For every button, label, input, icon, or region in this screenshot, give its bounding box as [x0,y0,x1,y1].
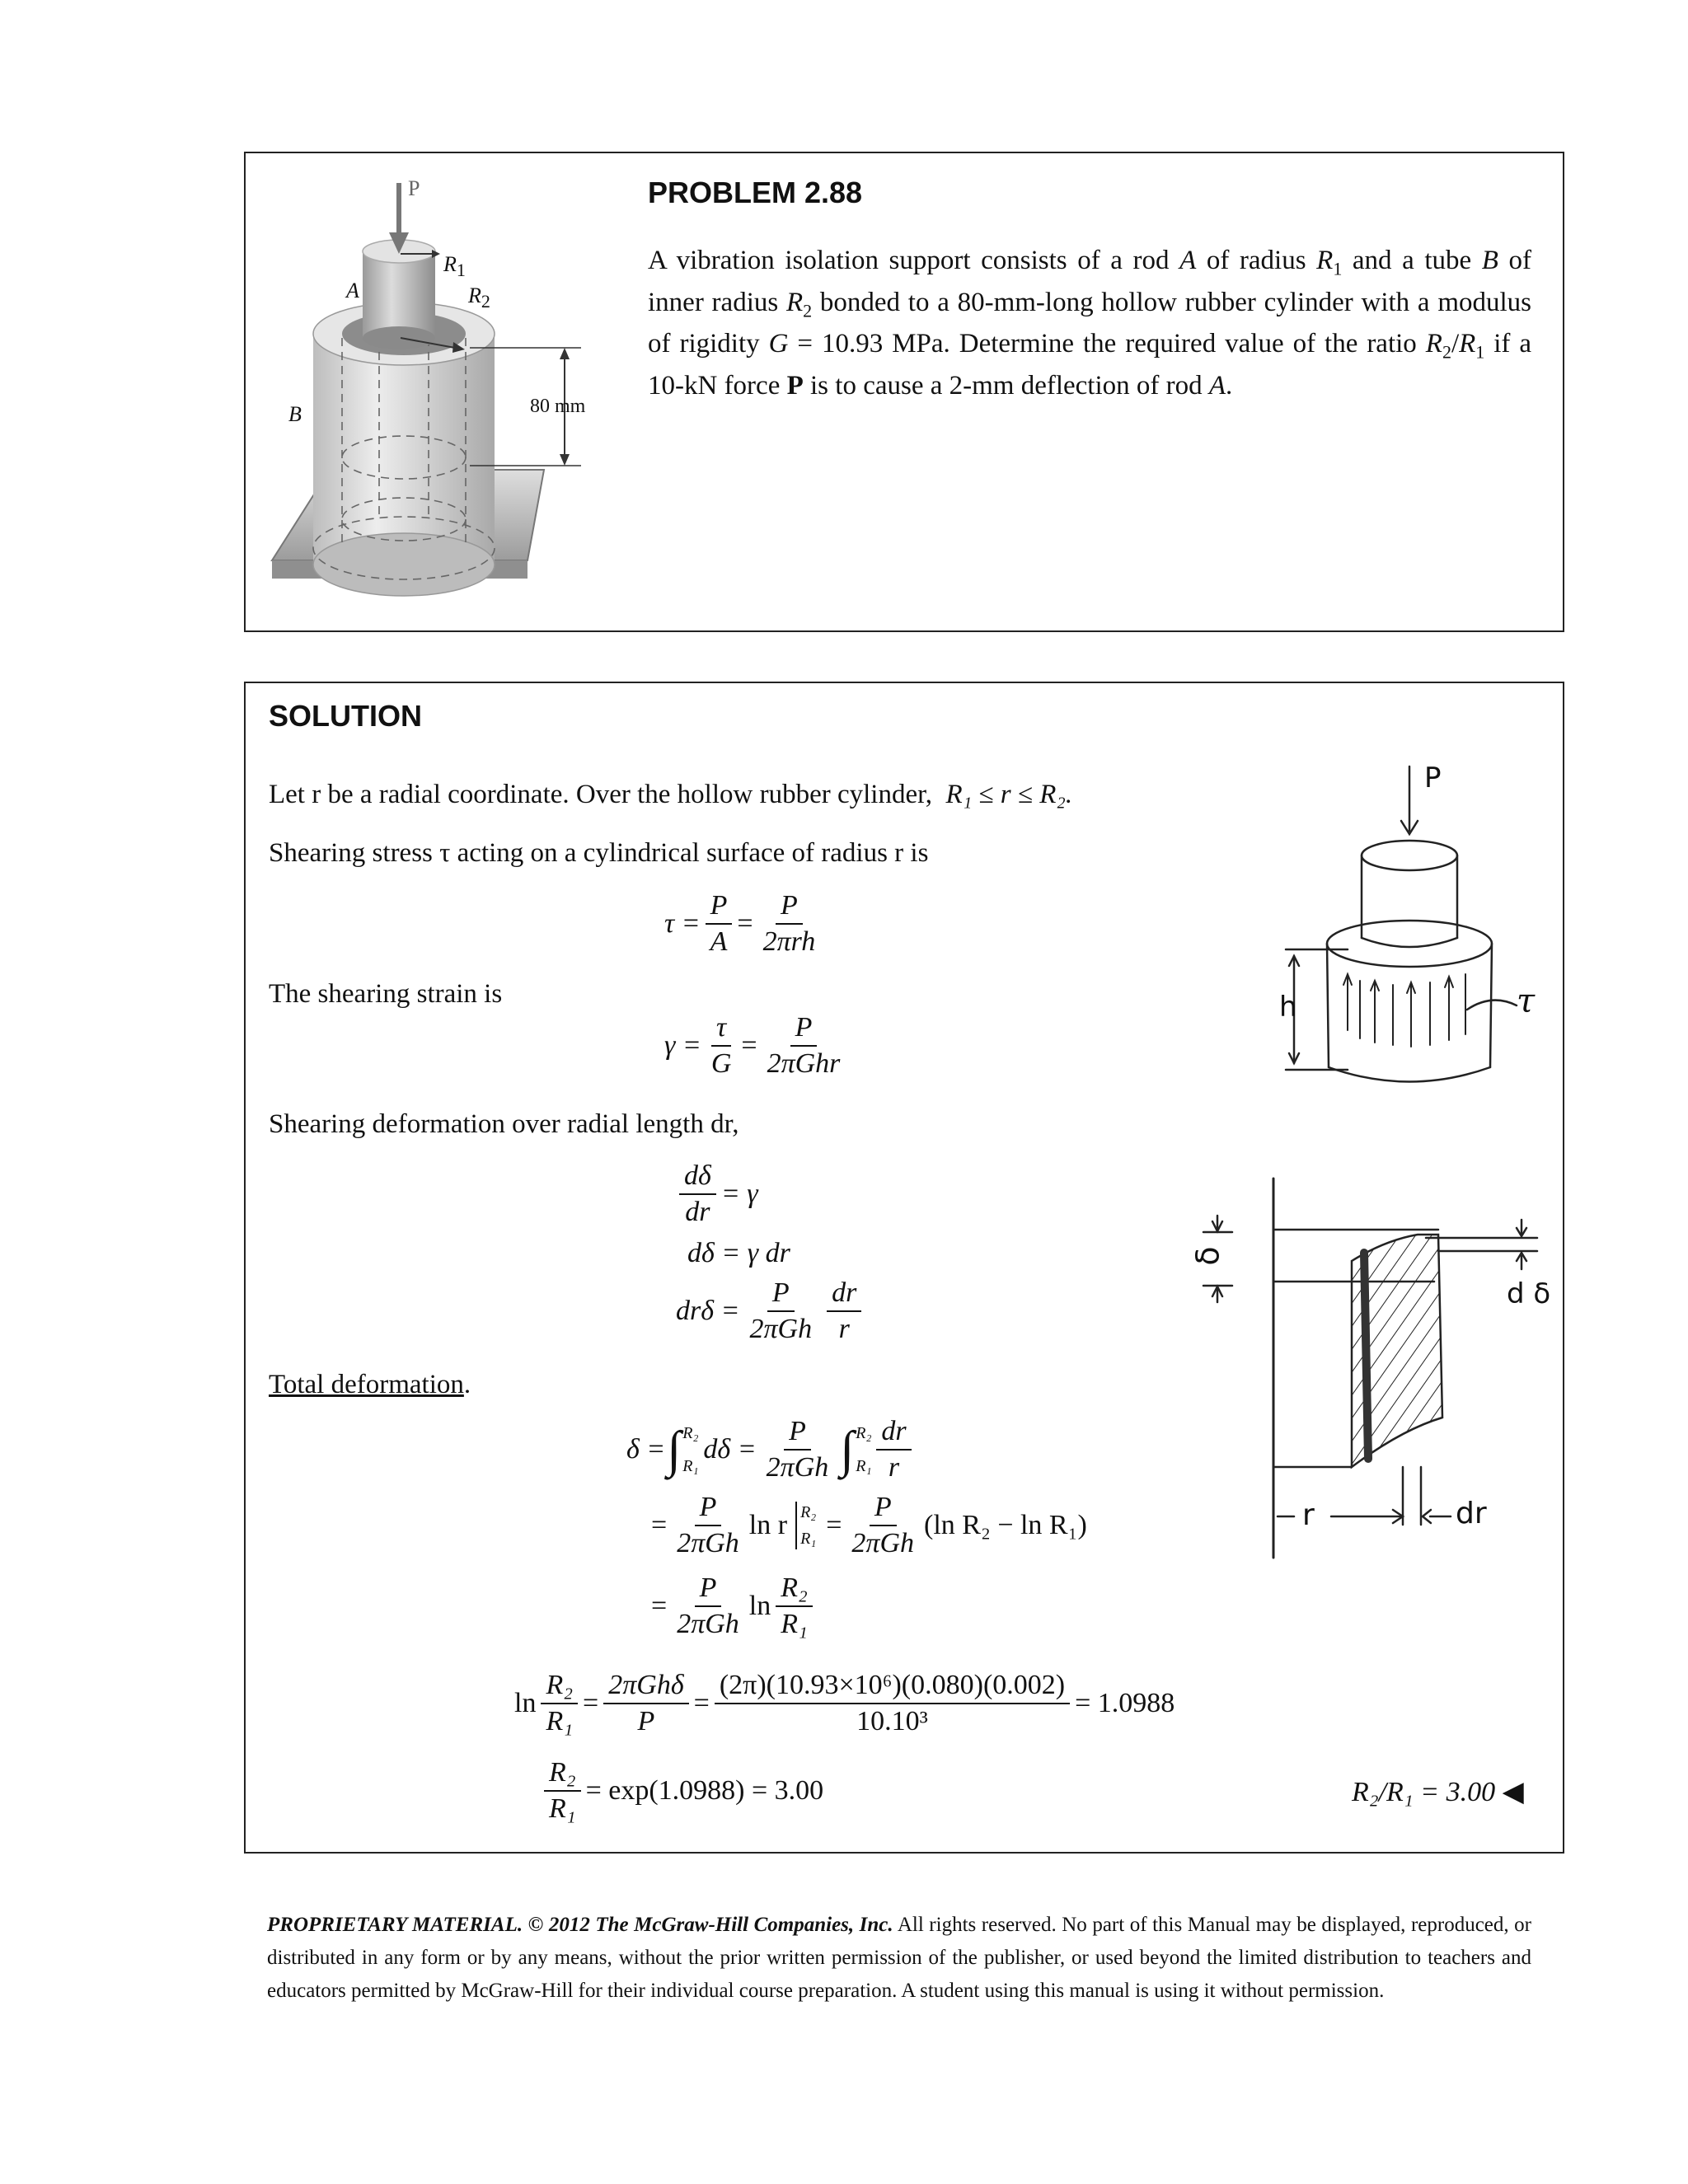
solution-line-strain: The shearing strain is [269,979,503,1009]
figure-dimension-80mm: 80 mm [530,396,586,417]
solution-title: SOLUTION [269,699,422,733]
integral-sign-2: ∫ [840,1422,855,1478]
sketch-label-r: r [1302,1498,1315,1532]
solution-line-total: Total deformation. [269,1370,471,1399]
equation-ln-r: = $\frac{P}{\text{2πGh}}$ ln r R₂ R₁ = $\frac{P}{\text{2πGh}}$ (ln R₂ − ln R₁) [651,1492,1087,1558]
support-illustration [264,173,626,610]
sketch-label-ddelta: d δ [1507,1277,1551,1310]
solution-line-deformation: Shearing deformation over radial length dr, [269,1109,739,1139]
equation-dr-delta: drδ = $\frac{P}{\text{2πGh}}$ $\frac{dr}{r}$ [676,1277,866,1345]
sketch-label-h: h [1279,991,1297,1024]
solution-line-stress: Shearing stress τ acting on a cylindrical surface of radius r is [269,838,929,868]
integral-sign: ∫ [667,1422,682,1478]
problem-title: PROBLEM 2.88 [648,176,863,209]
problem-statement: A vibration isolation support consists of a rod A of radius $R_1$ and a tube B of inner radius $R_2$ bonded to a 80-mm-long hollow rubber cylinder with a modulus of rigidity G = 10.93 MPa. Determine the required value of the ratio $R_2/R_1$ if a 10-kN force P is to cause a 2-mm deflection of rod A. [648,246,1532,401]
sketch-shear-cylinder [1269,758,1550,1104]
sketch-label-tau: τ [1517,982,1536,1020]
equation-integral-delta: δ = ∫ R₂ R₁ dδ = $\frac{P}{\text{2πGh}}$ ∫ R₂ R₁ $\frac{dr}{r}$ [626,1416,917,1483]
sketch-label-delta: δ [1189,1246,1226,1266]
final-answer: R₂/R₁ = 3.00 ◀ [1352,1777,1524,1807]
equation-exp: $\frac{\text{R₂}}{\text{R₁}}$ = exp(1.0988) = 3.00 [539,1757,823,1825]
shear-sketch-svg [1269,758,1550,1104]
problem-figure [264,173,626,610]
sketch-deformation-element [1187,1170,1558,1566]
figure-label-a: A [346,279,359,302]
equation-ddelta-gamma-dr: dδ = γ dr [687,1238,790,1268]
sketch-label-p: P [1424,762,1442,794]
sketch-label-dr: dr [1456,1497,1487,1530]
copyright-footer: PROPRIETARY MATERIAL. © 2012 The McGraw-Hill Companies, Inc. All rights reserved. No part of this Manual may be displayed, reproduced, or distributed in any form or by any means, without the prior written permission of the publisher, or used beyond the limited distribution to teachers and educators permitted by McGraw-Hill for their individual course preparation. A student using this manual is using it without permission. [267,1914,1531,2002]
solution-line-radial: Let r be a radial coordinate. Over the hollow rubber cylinder, R₁ ≤ r ≤ R₂. [269,780,1073,809]
figure-label-p: P [408,176,420,200]
answer-marker-icon: ◀ [1502,1777,1524,1807]
equation-ln-numeric: ln $\frac{\text{R₂}}{\text{R₁}}$ = $\frac{\text{2πGhδ}}{P}$ = $\frac{\text{(2π)(10.93×10⁶)(0.080)(0.002)}}{\text{10.10³}}$ = 1.0988 [514,1670,1175,1736]
equation-ln-ratio: = $\frac{P}{\text{2πGh}}$ ln $\frac{\text{R₂}}{\text{R₁}}$ [651,1572,818,1640]
equation-gamma: γ = $\frac{\tau}{G}$ = $\frac{P}{\text{2πGhr}}$ [664,1012,841,1079]
figure-label-r1: $R_1$ [443,252,466,281]
equation-tau: τ = $\frac{P}{A}$ = $\frac{P}{\text{2πrh}}$ [664,890,816,957]
deformation-sketch-svg [1187,1170,1558,1566]
figure-label-r2: $R_2$ [468,284,490,312]
equation-ddelta-dr: $\frac{d\delta}{dr}$ = γ [674,1160,758,1228]
figure-label-b: B [288,402,302,426]
